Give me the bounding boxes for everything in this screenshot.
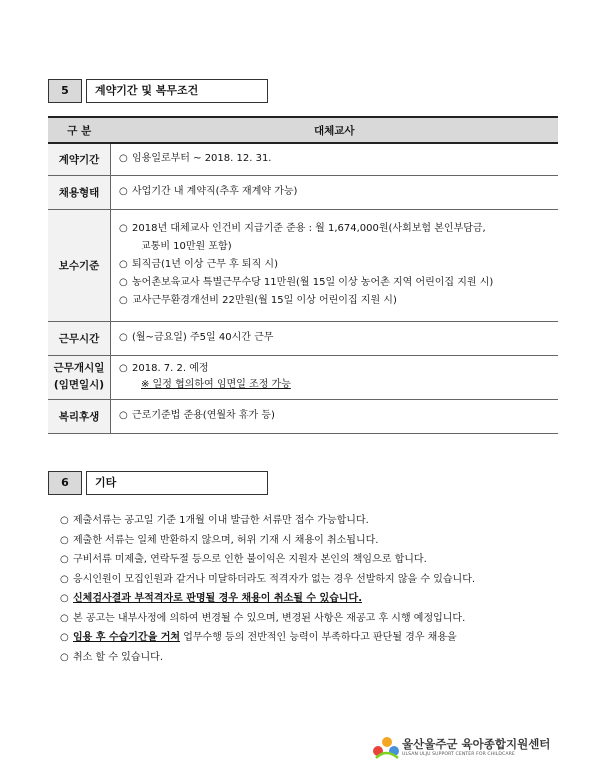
list-item-continuation: 교통비 10만원 포함)	[141, 241, 232, 252]
table-row	[48, 321, 558, 355]
row-value	[111, 143, 559, 175]
notes-list	[60, 511, 560, 667]
section-title: 계약기간 및 복무조건	[86, 79, 268, 103]
probation-emphasis: 임용 후 수습기간을 거쳐	[73, 632, 181, 643]
list-item: ○ 교사근무환경개선비 22만원(월 15일 이상 어린이집 지원 시)	[119, 292, 552, 310]
row-value	[111, 355, 559, 399]
row-label: 근무시간	[48, 321, 111, 355]
center-logo-icon	[372, 734, 400, 760]
list-item: ○ 본 공고는 내부사정에 의하여 변경될 수 있으며, 변경된 사항은 재공고 후 시행 예정입니다.	[60, 609, 560, 629]
org-name-english: ULSAN ULJU SUPPORT CENTER FOR CHILDCARE	[402, 752, 515, 757]
table-row	[48, 399, 558, 433]
row-label-line2: (임면일시)	[53, 379, 105, 391]
list-item: ○ 퇴직금(1년 이상 근무 후 퇴직 시)	[119, 256, 552, 274]
list-item: ○ 사업기간 내 계약직(추후 재계약 가능)	[119, 183, 552, 201]
table-row	[48, 209, 558, 321]
list-item	[60, 628, 560, 648]
section-5-heading	[48, 79, 268, 103]
probation-text: 업무수행 등의 전반적인 능력이 부족하다고 판단될 경우 채용을	[180, 632, 457, 643]
row-label: 복리후생	[48, 399, 111, 433]
row-label: 보수기준	[48, 209, 111, 321]
list-item: ○ 임용일로부터 ~ 2018. 12. 31.	[119, 150, 552, 168]
row-label-line1: 근무개시일	[53, 362, 105, 374]
footer-logo	[372, 734, 562, 764]
list-item: ○ (월~금요일) 주5일 40시간 근무	[119, 329, 552, 347]
list-item: ○ 2018년 대체교사 인건비 지급기준 준용 : 월 1,674,000원(사회보험 본인부담금,	[119, 220, 552, 238]
list-item: ○ 제출한 서류는 일체 반환하지 않으며, 허위 기재 시 채용이 취소됩니다.	[60, 531, 560, 551]
list-item: ○ 제출서류는 공고일 기준 1개월 이내 발급한 서류만 접수 가능합니다.	[60, 511, 560, 531]
list-item: ○ 2018. 7. 2. 예정	[119, 361, 552, 377]
list-item: ○ 응시인원이 모집인원과 같거나 미달하더라도 적격자가 없는 경우 선발하지 않을 수 있습니다.	[60, 570, 560, 590]
schedule-note: ※ 일정 협의하여 임면일 조정 가능	[141, 379, 291, 390]
list-item: ○ 농어촌보육교사 특별근무수당 11만원(월 15일 이상 농어촌 지역 어린이집 지원 시)	[119, 274, 552, 292]
row-label: 채용형태	[48, 175, 111, 209]
list-item: ○ 근로기준법 준용(연월차 휴가 등)	[119, 407, 552, 425]
row-value	[111, 399, 559, 433]
section-6-heading	[48, 471, 268, 495]
header-substitute-teacher: 대체교사	[111, 117, 559, 143]
section-number: 5	[48, 79, 82, 103]
row-value	[111, 209, 559, 321]
section-number: 6	[48, 471, 82, 495]
table-row	[48, 355, 558, 399]
row-value	[111, 321, 559, 355]
contract-terms-table	[48, 116, 558, 434]
list-item: ○ 구비서류 미제출, 연락두절 등으로 인한 불이익은 지원자 본인의 책임으로 합니다.	[60, 550, 560, 570]
header-category: 구 분	[48, 117, 111, 143]
list-item-continuation: ○ 취소 할 수 있습니다.	[60, 648, 560, 668]
table-row	[48, 143, 558, 175]
row-label: 계약기간	[48, 143, 111, 175]
org-name-korean: 울산울주군 육아종합지원센터	[402, 737, 551, 751]
table-row	[48, 175, 558, 209]
row-label	[48, 355, 111, 399]
list-item: ○ 신체검사결과 부적격자로 판명될 경우 채용이 취소될 수 있습니다.	[60, 589, 560, 609]
section-title: 기타	[86, 471, 268, 495]
row-value	[111, 175, 559, 209]
table-header-row	[48, 117, 558, 143]
